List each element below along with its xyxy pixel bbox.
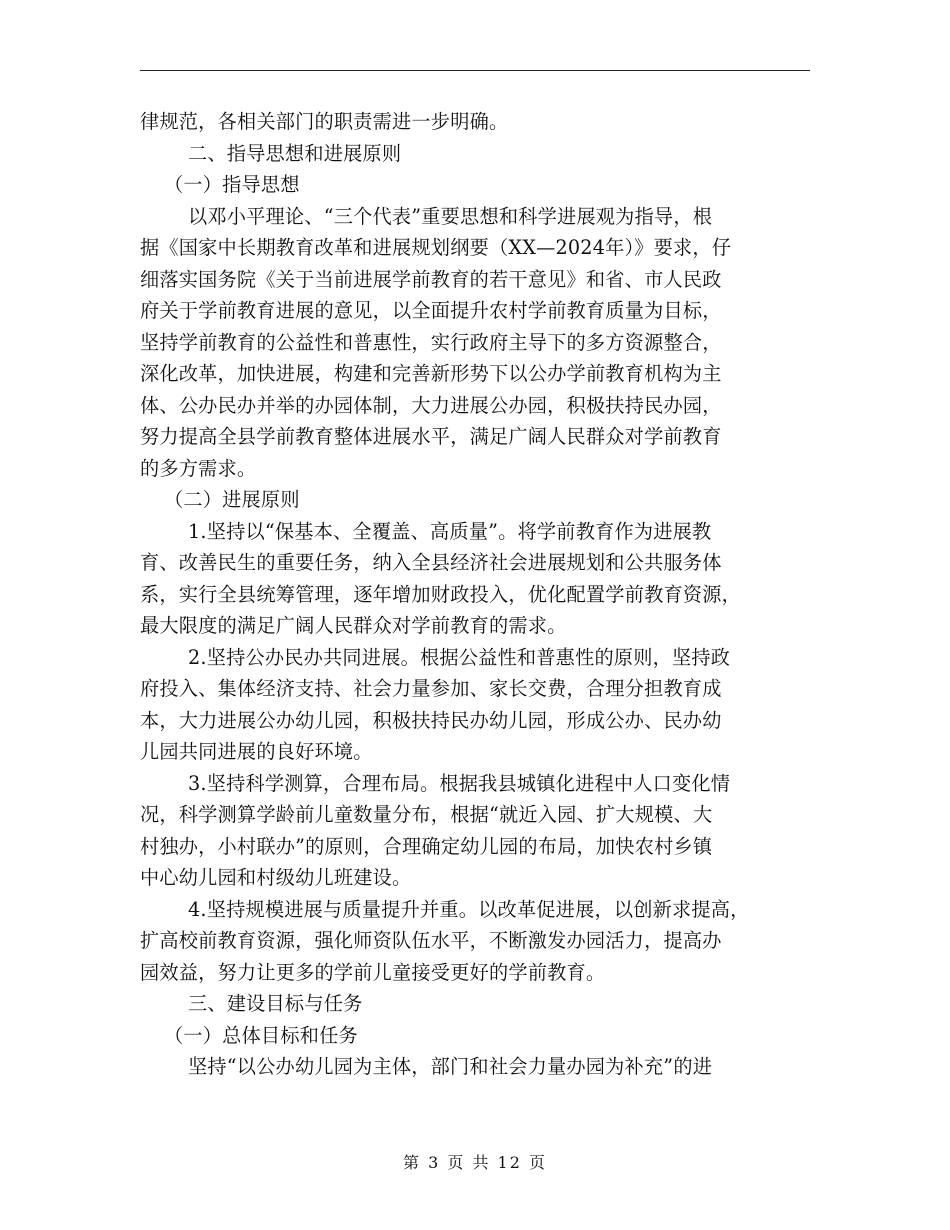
- text-line: 据《国家中长期教育改革和进展规划纲要（XX—2024年）》要求，仔: [140, 236, 732, 259]
- page-footer: 第 3 页 共 12 页: [403, 1153, 547, 1172]
- text-line: 最大限度的满足广阔人民群众对学前教育的需求。: [140, 614, 567, 637]
- text-line: （一）总体目标和任务: [164, 1023, 358, 1047]
- text-line: 本，大力进展公办幼儿园，积极扶持民办幼儿园，形成公办、民办幼: [140, 708, 722, 732]
- text-line: 府关于学前教育进展的意见，以全面提升农村学前教育质量为目标，: [140, 299, 722, 322]
- text-line: 府投入、集体经济支持、社会力量参加、家长交费，合理分担教育成: [140, 677, 722, 700]
- text-line: 系，实行全县统筹管理，逐年增加财政投入，优化配置学前教育资源，: [140, 582, 742, 606]
- text-line: 扩高校前教育资源，强化师资队伍水平，不断激发办园活力，提高办: [140, 929, 722, 952]
- text-line: 3.坚持科学测算，合理布局。根据我县城镇化进程中人口变化情: [188, 771, 731, 795]
- text-line: 4.坚持规模进展与质量提升并重。以改革促进展，以创新求提高，: [188, 897, 750, 921]
- text-line: 2.坚持公办民办共同进展。根据公益性和普惠性的原则，坚持政: [188, 645, 731, 669]
- text-line: 1.坚持以“保基本、全覆盖、高质量”。将学前教育作为进展教: [188, 519, 712, 543]
- text-line: 细落实国务院《关于当前进展学前教育的若干意见》和省、市人民政: [140, 267, 722, 291]
- text-line: 努力提高全县学前教育整体进展水平，满足广阔人民群众对学前教育: [140, 425, 722, 448]
- text-line: 的多方需求。: [140, 456, 257, 480]
- text-line: 村独办，小村联办”的原则，合理确定幼儿园的布局，加快农村乡镇: [140, 834, 713, 858]
- text-line: （二）进展原则: [164, 488, 300, 511]
- text-line: 坚持“以公办幼儿园为主体，部门和社会力量办园为补充”的进: [188, 1055, 713, 1078]
- text-line: 坚持学前教育的公益性和普惠性，实行政府主导下的多方资源整合，: [140, 330, 722, 354]
- text-line: 深化改革，加快进展，构建和完善新形势下以公办学前教育机构为主: [140, 362, 722, 385]
- text-line: 三、建设目标与任务: [188, 992, 363, 1015]
- text-line: （一）指导思想: [164, 173, 300, 196]
- text-line: 律规范，各相关部门的职责需进一步明确。: [140, 110, 509, 133]
- text-line: 儿园共同进展的良好环境。: [140, 740, 373, 763]
- text-line: 育、改善民生的重要任务，纳入全县经济社会进展规划和公共服务体: [140, 551, 722, 574]
- body-text: [140, 106, 812, 1083]
- text-line: 中心幼儿园和村级幼儿班建设。: [140, 866, 412, 889]
- header-rule: [140, 70, 810, 71]
- text-line: 园效益，努力让更多的学前儿童接受更好的学前教育。: [140, 960, 606, 984]
- text-line: 体、公办民办并举的办园体制，大力进展公办园，积极扶持民办园，: [140, 393, 722, 417]
- text-line: 况，科学测算学龄前儿童数量分布，根据“就近入园、扩大规模、大: [140, 803, 713, 826]
- text-line: 以邓小平理论、“三个代表”重要思想和科学进展观为指导，根: [188, 204, 713, 228]
- text-line: 二、指导思想和进展原则: [188, 141, 402, 165]
